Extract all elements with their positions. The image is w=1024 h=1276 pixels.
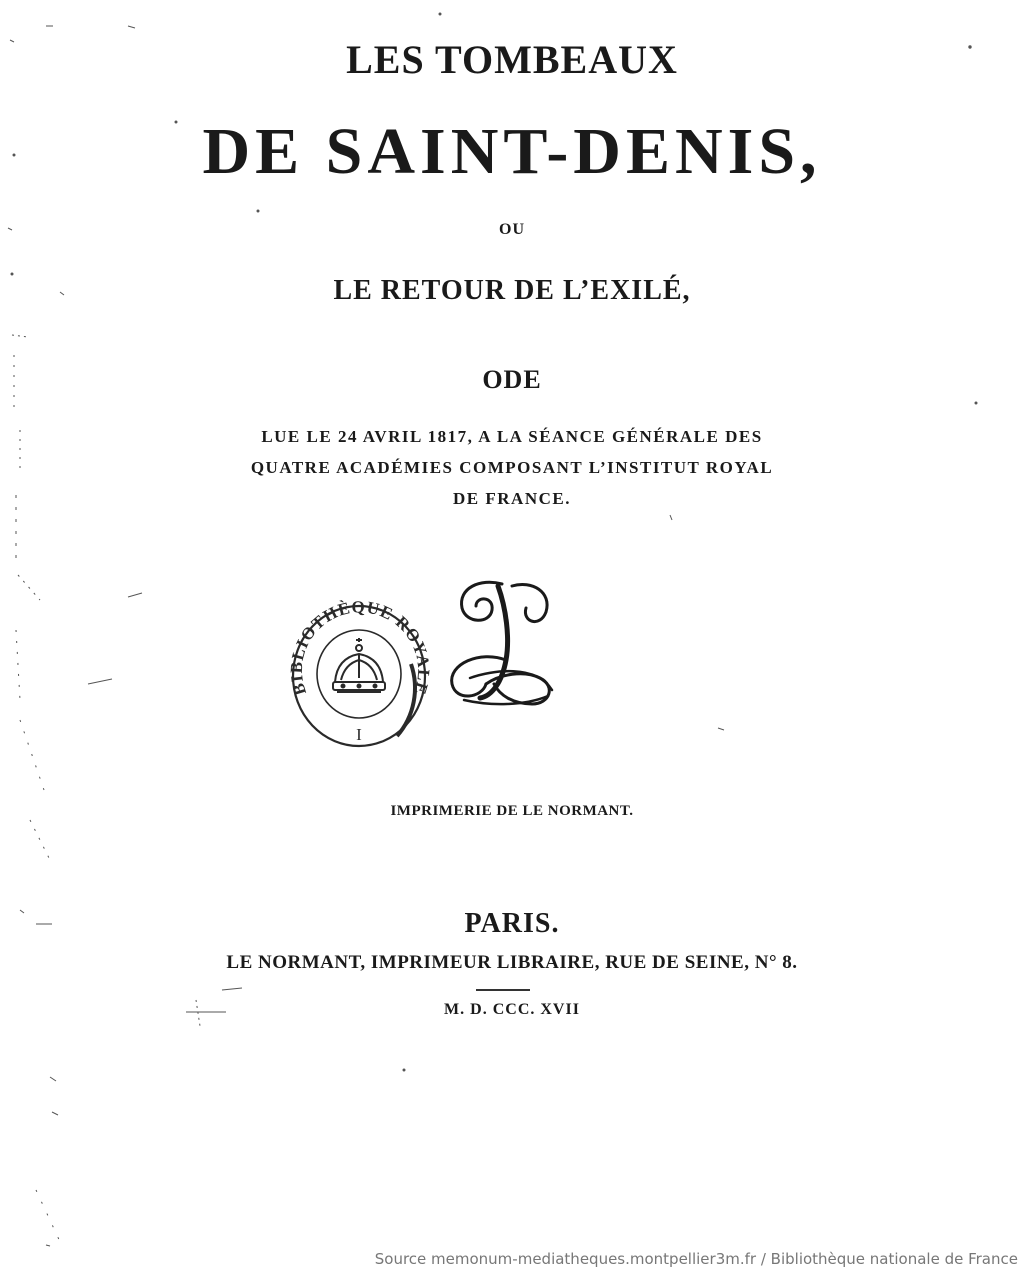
genre-heading: ODE bbox=[482, 365, 542, 394]
stamp-text: BIBLIOTHÈQUE ROYALE bbox=[286, 597, 434, 698]
printer-line: IMPRIMERIE DE LE NORMANT. bbox=[390, 803, 634, 819]
title-conjunction: OU bbox=[499, 221, 525, 238]
imprint-year: M. D. CCC. XVII bbox=[444, 1001, 580, 1018]
title-line-3: LE RETOUR DE L’EXILÉ, bbox=[333, 275, 691, 306]
bibliotheque-royale-stamp bbox=[285, 594, 435, 752]
title-line-1: LES TOMBEAUX bbox=[346, 37, 678, 82]
imprint-divider bbox=[476, 989, 530, 991]
crown-icon bbox=[333, 638, 385, 692]
imprint-city: PARIS. bbox=[464, 908, 560, 939]
imprint-publisher: LE NORMANT, IMPRIMEUR LIBRAIRE, RUE DE SEINE, N° 8. bbox=[226, 952, 798, 973]
source-credit: Source memonum-mediatheques.montpellier3m.fr / Bibliothèque nationale de France bbox=[374, 1250, 1018, 1268]
description-line-2: QUATRE ACADÉMIES COMPOSANT L’INSTITUT ROYAL bbox=[250, 458, 774, 477]
monogram-ornament bbox=[440, 578, 565, 713]
stamp-mark: I bbox=[356, 725, 362, 744]
description-line-3: DE FRANCE. bbox=[453, 489, 571, 508]
title-line-2: DE SAINT-DENIS, bbox=[202, 115, 822, 188]
description-line-1: LUE LE 24 AVRIL 1817, A LA SÉANCE GÉNÉRALE DES bbox=[261, 427, 763, 446]
